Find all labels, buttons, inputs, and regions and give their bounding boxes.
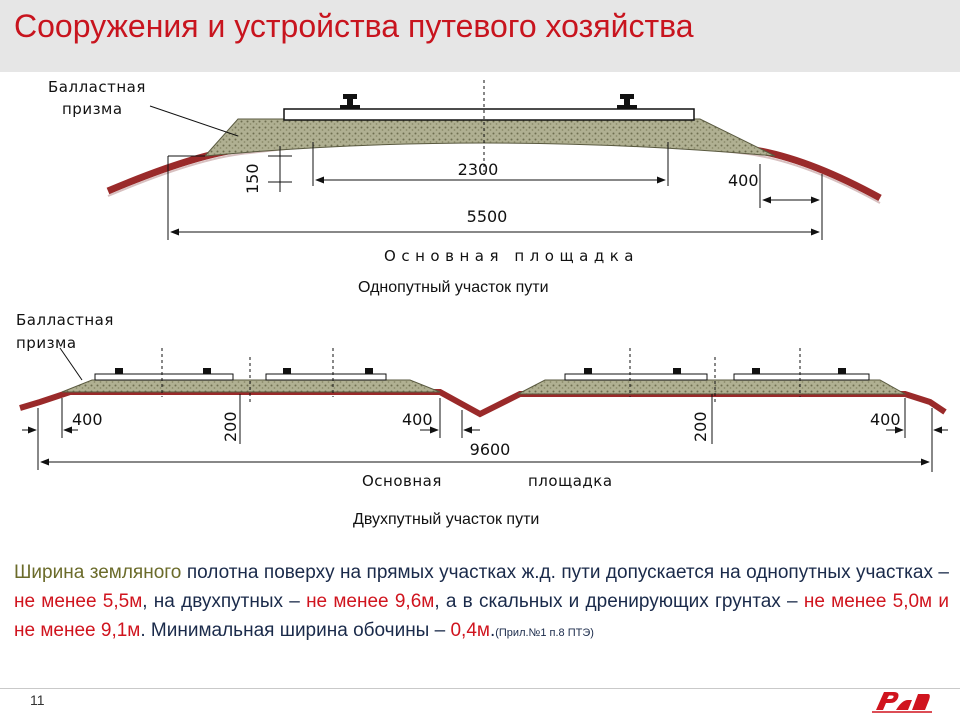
double-sleeper-3 (565, 374, 707, 380)
body-part-3: не менее 5,5м (14, 591, 143, 612)
double-ballast-label-1: Балластная (16, 311, 114, 329)
body-part-10: . (489, 620, 496, 641)
rzd-logo-icon (872, 686, 932, 716)
double-ballast-left (62, 380, 440, 392)
single-platform-label: Основная площадка (384, 247, 634, 265)
double-sleeper-1 (95, 374, 233, 380)
track-cross-section-diagrams (0, 72, 960, 542)
single-track-diagram (48, 78, 880, 265)
body-part-5: не менее 9,6м (306, 591, 435, 612)
single-ballast-label-2: призма (62, 100, 123, 118)
footer-divider (0, 688, 960, 689)
double-dim-400-mid: 400 (402, 410, 433, 429)
double-platform-word-2: площадка (528, 472, 613, 490)
double-rail-icons (115, 368, 846, 374)
body-part-7: не менее 5,0м и не менее 9,1м (14, 591, 949, 641)
double-dim-9600: 9600 (469, 440, 511, 459)
double-platform-word-1: Основная (362, 472, 442, 490)
double-dim-400-right: 400 (870, 410, 901, 429)
double-track-diagram (16, 311, 948, 490)
double-track-caption: Двухпутный участок пути (353, 511, 540, 528)
rail-left-icon (340, 94, 360, 109)
double-ballast-leader (60, 348, 82, 380)
body-part-4: , на двухпутных – (142, 591, 307, 612)
double-dim-400-left: 400 (72, 410, 103, 429)
body-reference: (Прил.№1 п.8 ПТЭ) (495, 627, 594, 639)
single-dim-2300: 2300 (457, 160, 499, 179)
body-paragraph (14, 558, 949, 648)
single-ballast-prism (205, 119, 775, 156)
double-sleeper-2 (266, 374, 386, 380)
single-dim-150: 150 (243, 163, 262, 194)
page-number: 11 (30, 692, 45, 708)
body-part-9: 0,4м (450, 620, 490, 641)
title-bar (0, 0, 960, 72)
single-dim-400: 400 (728, 171, 759, 190)
body-part-8: . Минимальная ширина обочины – (140, 620, 451, 641)
double-dim-200-right: 200 (691, 411, 710, 442)
single-ballast-leader (150, 106, 238, 136)
double-ballast-label-2: призма (16, 334, 77, 352)
double-ballast-right (518, 380, 905, 394)
rail-right-icon (617, 94, 637, 109)
single-dim-5500: 5500 (466, 207, 508, 226)
double-dim-200-left: 200 (221, 411, 240, 442)
body-part-6: , а в скальных и дренирующих грунтах – (434, 591, 804, 612)
double-sleeper-4 (734, 374, 869, 380)
single-ballast-label-1: Балластная (48, 78, 146, 96)
body-part-1: Ширина земляного (14, 562, 182, 583)
page-title: Сооружения и устройства путевого хозяйства (14, 8, 694, 44)
double-subgrade (20, 392, 945, 414)
body-part-2: полотна поверху на прямых участках ж.д. пути допускается на однопутных участках – (181, 562, 949, 583)
single-track-caption: Однопутный участок пути (358, 279, 549, 296)
single-sleeper (284, 109, 694, 120)
